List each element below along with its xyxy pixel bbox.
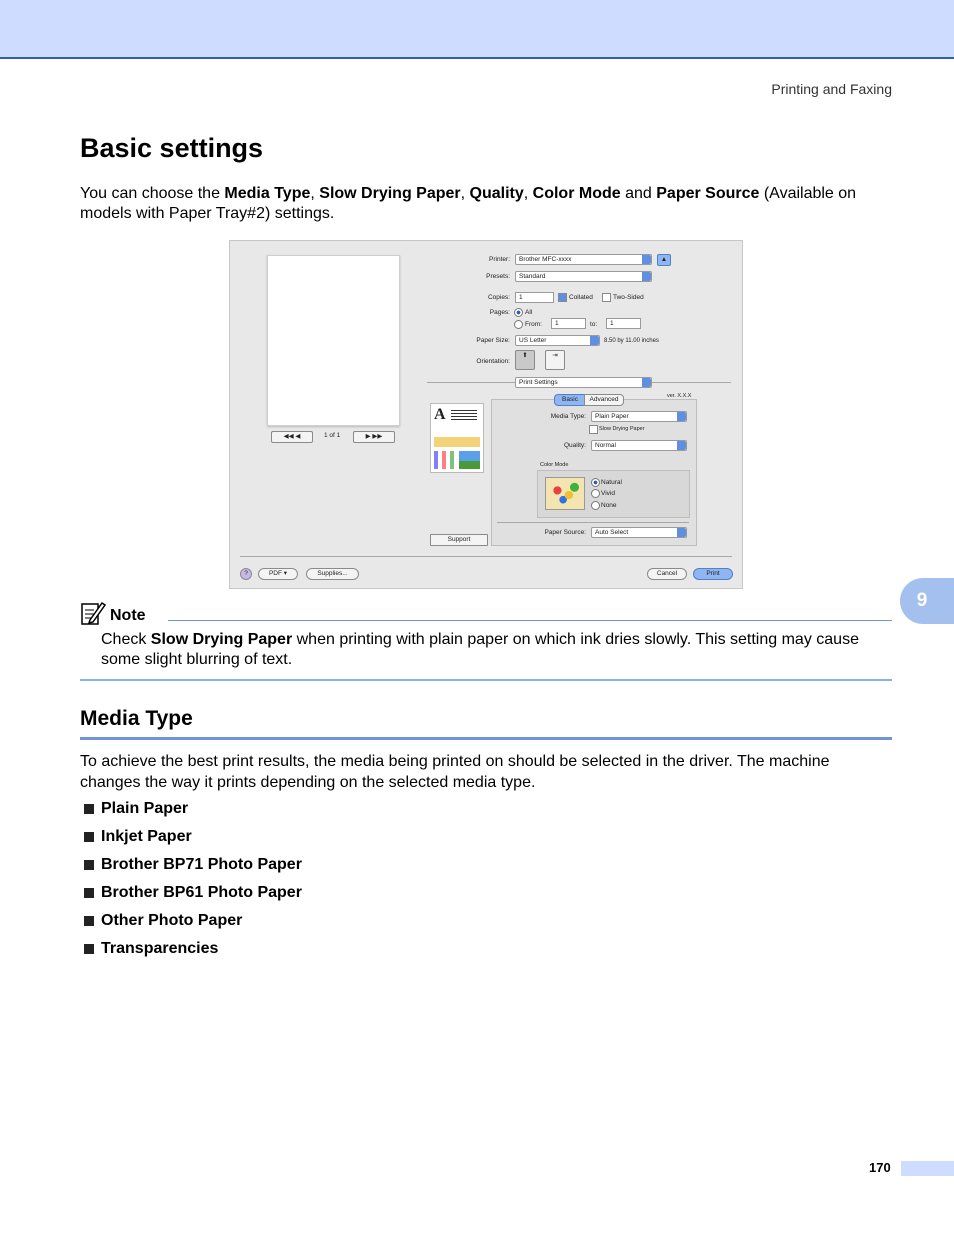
pages-from-radio[interactable] xyxy=(514,320,523,329)
page-number: 170 xyxy=(869,1160,891,1175)
paper-source-label: Paper Source: xyxy=(544,529,586,536)
print-button[interactable]: Print xyxy=(693,568,733,580)
color-vivid-label: Vivid xyxy=(601,490,615,497)
paper-source-select[interactable]: Auto Select xyxy=(591,527,687,538)
list-item: Inkjet Paper xyxy=(84,827,302,855)
square-bullet-icon xyxy=(84,804,94,814)
orientation-label: Orientation: xyxy=(476,358,510,365)
version-label: ver. X.X.X xyxy=(667,393,692,399)
list-item: Brother BP71 Photo Paper xyxy=(84,855,302,883)
preview-prev-button[interactable]: ◀◀ ◀ xyxy=(271,431,313,443)
pages-from-label: From: xyxy=(525,321,542,328)
list-item: Plain Paper xyxy=(84,799,302,827)
list-item: Transparencies xyxy=(84,939,302,967)
paper-size-label: Paper Size: xyxy=(476,337,510,344)
page-preview xyxy=(267,255,400,426)
square-bullet-icon xyxy=(84,944,94,954)
help-button[interactable]: ? xyxy=(240,568,252,580)
preview-next-button[interactable]: ▶ ▶▶ xyxy=(353,431,395,443)
color-mode-label: Color Mode xyxy=(540,462,569,468)
print-settings-select[interactable]: Print Settings xyxy=(515,377,652,388)
landscape-photo-icon xyxy=(459,451,480,469)
slow-drying-label: Slow Drying Paper xyxy=(599,426,645,432)
quality-label: Quality: xyxy=(563,442,586,449)
top-header-band xyxy=(0,0,954,59)
page-counter: 1 of 1 xyxy=(324,432,341,439)
color-vivid-radio[interactable] xyxy=(591,489,600,498)
media-type-heading: Media Type xyxy=(80,707,193,730)
cancel-button[interactable]: Cancel xyxy=(647,568,687,580)
pages-to-input[interactable]: 1 xyxy=(606,318,641,329)
paper-size-select[interactable]: US Letter xyxy=(515,335,600,346)
list-item: Other Photo Paper xyxy=(84,911,302,939)
square-bullet-icon xyxy=(84,916,94,926)
chart-thumbnail-icon xyxy=(434,451,454,469)
pages-all-radio[interactable] xyxy=(514,308,523,317)
landscape-icon: ⇥ xyxy=(552,352,558,359)
note-pencil-icon xyxy=(80,600,106,626)
media-type-select[interactable]: Plain Paper xyxy=(591,411,687,422)
media-type-list xyxy=(84,799,302,967)
copies-label: Copies: xyxy=(487,294,510,301)
section-header: Printing and Faxing xyxy=(771,81,892,97)
balloons-preview-icon xyxy=(545,477,585,510)
note-text: Check Slow Drying Paper when printing with plain paper on which ink dries slowly. This setting may cause some slight blurring of text. xyxy=(101,631,859,668)
color-none-label: None xyxy=(601,502,617,509)
color-none-radio[interactable] xyxy=(591,501,600,510)
page-number-bar xyxy=(901,1161,954,1176)
note-rule xyxy=(168,620,892,621)
slow-drying-checkbox[interactable] xyxy=(589,425,598,434)
intro-paragraph: You can choose the Media Type, Slow Drying Paper, Quality, Color Mode and Paper Source (Available on models with Paper Tray#2) settings. xyxy=(80,185,857,222)
heading-rule xyxy=(80,737,892,740)
print-dialog-screenshot xyxy=(229,240,743,589)
media-type-body: To achieve the best print results, the media being printed on should be selected in the driver. The machine changes the way it prints depending on the selected media type. xyxy=(80,753,830,791)
square-bullet-icon xyxy=(84,832,94,842)
collated-checkbox[interactable] xyxy=(558,293,567,302)
quality-select[interactable]: Normal xyxy=(591,440,687,451)
presets-select[interactable]: Standard xyxy=(515,271,652,282)
two-sided-checkbox[interactable] xyxy=(602,293,611,302)
presets-label: Presets: xyxy=(486,273,510,280)
tab-basic[interactable]: Basic xyxy=(554,394,586,406)
note-label: Note xyxy=(110,607,146,624)
pages-from-input[interactable]: 1 xyxy=(551,318,586,329)
square-bullet-icon xyxy=(84,888,94,898)
two-sided-label: Two-Sided xyxy=(613,294,644,301)
pages-label: Pages: xyxy=(489,309,510,316)
list-item: Brother BP61 Photo Paper xyxy=(84,883,302,911)
color-natural-radio[interactable] xyxy=(591,478,600,487)
document-thumbnail xyxy=(430,403,484,473)
square-bullet-icon xyxy=(84,860,94,870)
media-type-label: Media Type: xyxy=(550,413,586,420)
printer-expand-button[interactable] xyxy=(657,254,671,266)
triangle-up-icon: ▲ xyxy=(660,256,668,263)
portrait-button[interactable] xyxy=(515,350,535,370)
color-natural-label: Natural xyxy=(601,479,622,486)
pages-to-label: to: xyxy=(590,321,598,328)
pdf-button[interactable]: PDF ▾ xyxy=(258,568,298,580)
paper-size-dimensions: 8.50 by 11.00 inches xyxy=(604,338,659,344)
letter-a-glyph: A xyxy=(434,406,446,423)
pages-all-label: All xyxy=(525,309,533,316)
page-title: Basic settings xyxy=(80,133,264,163)
note-bottom-rule xyxy=(80,679,892,681)
tab-advanced[interactable]: Advanced xyxy=(584,394,624,406)
printer-label: Printer: xyxy=(489,256,510,263)
supplies-button[interactable]: Supplies... xyxy=(306,568,359,580)
chapter-tab: 9 xyxy=(900,578,954,624)
support-button[interactable]: Support xyxy=(430,534,488,546)
portrait-icon: ⬆ xyxy=(522,352,528,359)
landscape-button[interactable] xyxy=(545,350,565,370)
printer-select[interactable]: Brother MFC-xxxx xyxy=(515,254,652,265)
collated-label: Collated xyxy=(569,294,593,301)
copies-input[interactable]: 1 xyxy=(515,292,554,303)
